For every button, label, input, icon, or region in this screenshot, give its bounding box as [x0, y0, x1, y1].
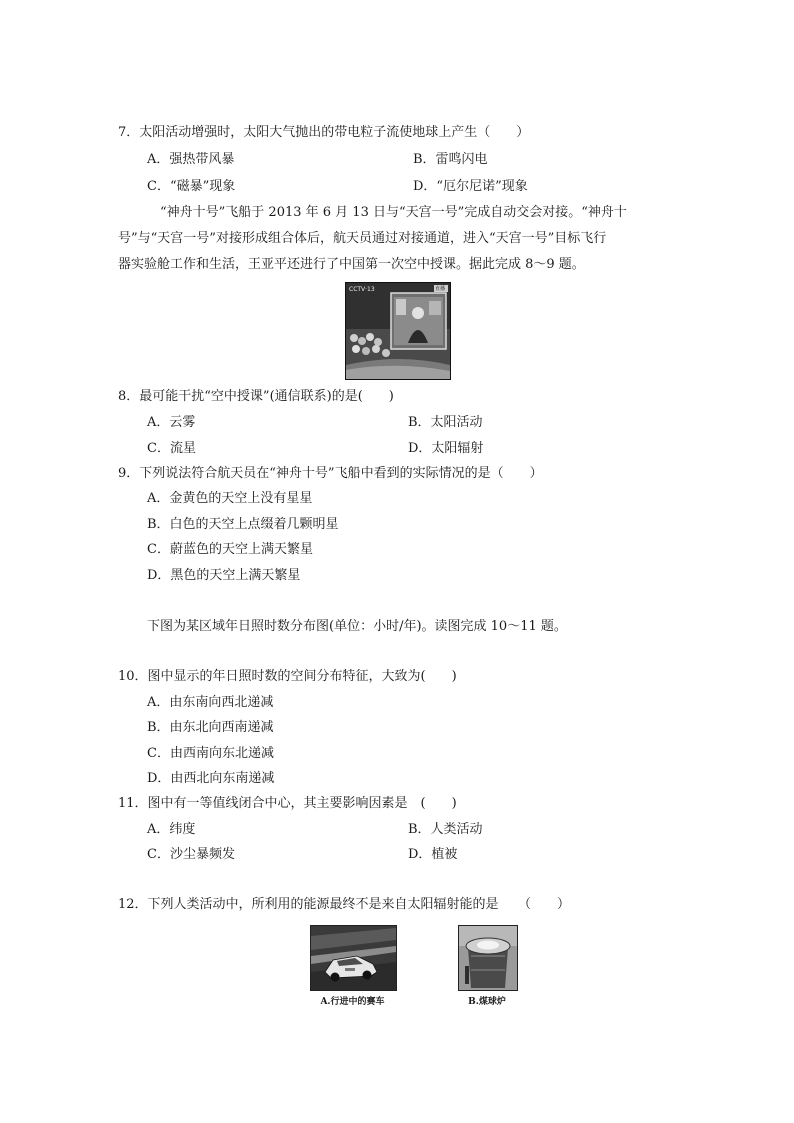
- q9-option-d: D．黑色的天空上满天繁星: [147, 568, 301, 583]
- q9-option-b: B．白色的天空上点缀着几颗明星: [147, 517, 339, 532]
- caption-b-coal-stove: B.煤球炉: [468, 997, 506, 1007]
- q10-option-b: B．由东北向西南递减: [147, 720, 274, 735]
- coal-stove-photo: [458, 925, 518, 991]
- q7-stem: 7．太阳活动增强时，太阳大气抛出的带电粒子流使地球上产生（ ）: [118, 125, 530, 140]
- channel-logo: CCTV·13: [349, 286, 375, 293]
- passage1-line-3: 器实验舱工作和生活，王亚平还进行了中国第一次空中授课。据此完成 8～9 题。: [118, 257, 585, 272]
- q8-option-c: C．流星: [147, 441, 196, 456]
- q11-stem: 11．图中有一等值线闭合中心，其主要影响因素是 ( ): [118, 796, 457, 811]
- q12-stem: 12．下列人类活动中，所利用的能源最终不是来自太阳辐射能的是 （ ）: [118, 897, 571, 912]
- q7-option-d: D．“厄尔尼诺”现象: [413, 179, 528, 194]
- q11-option-b: B．人类活动: [408, 822, 483, 837]
- space-classroom-illustration: [346, 283, 450, 379]
- q10-option-c: C．由西南向东北递减: [147, 746, 274, 761]
- q9-option-c: C．蔚蓝色的天空上满天繁星: [147, 542, 313, 557]
- space-classroom-photo: [345, 282, 451, 380]
- passage2: 下图为某区域年日照时数分布图(单位：小时/年)。读图完成 10～11 题。: [147, 619, 567, 634]
- q9-stem: 9．下列说法符合航天员在“神舟十号”飞船中看到的实际情况的是（ ）: [118, 466, 543, 481]
- q11-option-a: A．纬度: [147, 822, 196, 837]
- q7-option-c: C．“磁暴”现象: [147, 179, 236, 194]
- q10-stem: 10．图中显示的年日照时数的空间分布特征，大致为( ): [118, 669, 457, 684]
- q7-option-a: A．强热带风暴: [147, 152, 235, 167]
- q7-option-b: B．雷鸣闪电: [413, 152, 488, 167]
- racing-car-photo: [310, 925, 397, 991]
- q10-option-a: A．由东南向西北递减: [147, 695, 274, 710]
- passage1-line-2: 号”与“天宫一号”对接形成组合体后，航天员通过对接通道，进入“天宫一号”目标飞行: [118, 231, 607, 246]
- q8-stem: 8．最可能干扰“空中授课”(通信联系)的是( ): [118, 389, 394, 404]
- coal-stove-illustration: [459, 926, 517, 990]
- q8-option-d: D．太阳辐射: [408, 441, 484, 456]
- q8-option-b: B．太阳活动: [408, 415, 483, 430]
- passage1-line-1: “神舟十号”飞船于 2013 年 6 月 13 日与“天宫一号”完成自动交会对接。“神舟十: [160, 205, 627, 220]
- q11-option-d: D．植被: [408, 847, 458, 862]
- racing-car-illustration: [311, 926, 396, 990]
- caption-a-racing-car: A.行进中的赛车: [320, 997, 385, 1007]
- q9-option-a: A．金黄色的天空上没有星星: [147, 491, 313, 506]
- live-badge: 直播: [435, 286, 446, 292]
- q8-option-a: A．云雾: [147, 415, 196, 430]
- q10-option-d: D．由西北向东南递减: [147, 771, 275, 786]
- q11-option-c: C．沙尘暴频发: [147, 847, 235, 862]
